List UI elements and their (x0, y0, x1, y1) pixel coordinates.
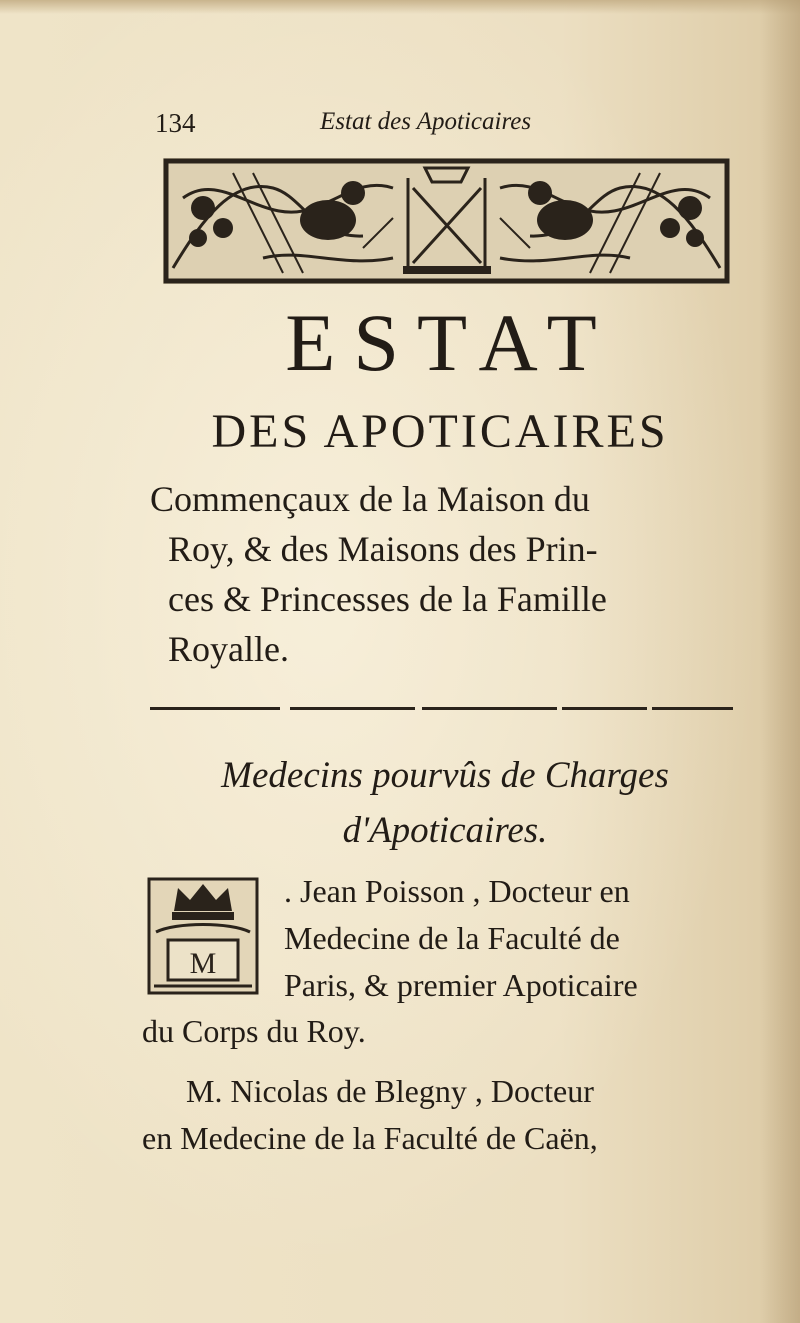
section-divider (150, 706, 733, 712)
headpiece-ornament-icon (163, 158, 730, 284)
crowned-initial-icon (146, 876, 260, 996)
text-line: Royalle. (168, 629, 289, 669)
text-line: Paris, & premier Apoticaire (284, 967, 638, 1003)
text-line: Medecine de la Faculté de (284, 920, 620, 956)
section-title-line: d'Apoticaires. (342, 810, 548, 851)
main-subtitle: DES APOTICAIRES (211, 405, 669, 458)
text-line: ces & Princesses de la Famille (168, 579, 607, 619)
commensaux-paragraph (150, 474, 740, 674)
running-head (150, 104, 750, 144)
entry-jean-poisson-tail: du Corps du Roy. (142, 1013, 366, 1049)
main-title: ESTAT (285, 297, 615, 388)
section-title-line: Medecins pourvûs de Charges (221, 755, 669, 796)
page-gutter-shadow (760, 0, 800, 1323)
text-line: . Jean Poisson , Docteur en (284, 873, 630, 909)
text-line: en Medecine de la Faculté de Caën, (142, 1120, 598, 1156)
entry-jean-poisson (284, 868, 744, 1009)
running-title: Estat des Apoticaires (320, 108, 532, 135)
entry-nicolas-de-blegny (142, 1068, 752, 1162)
text-line: M. Nicolas de Blegny , Docteur (186, 1073, 594, 1109)
page-edge-shadow (0, 0, 800, 14)
page-number: 134 (155, 108, 196, 138)
section-title (150, 748, 740, 858)
initial-letter: M (189, 947, 217, 980)
text-line: Commençaux de la Maison du (150, 479, 590, 519)
text-line: Roy, & des Maisons des Prin- (168, 529, 598, 569)
